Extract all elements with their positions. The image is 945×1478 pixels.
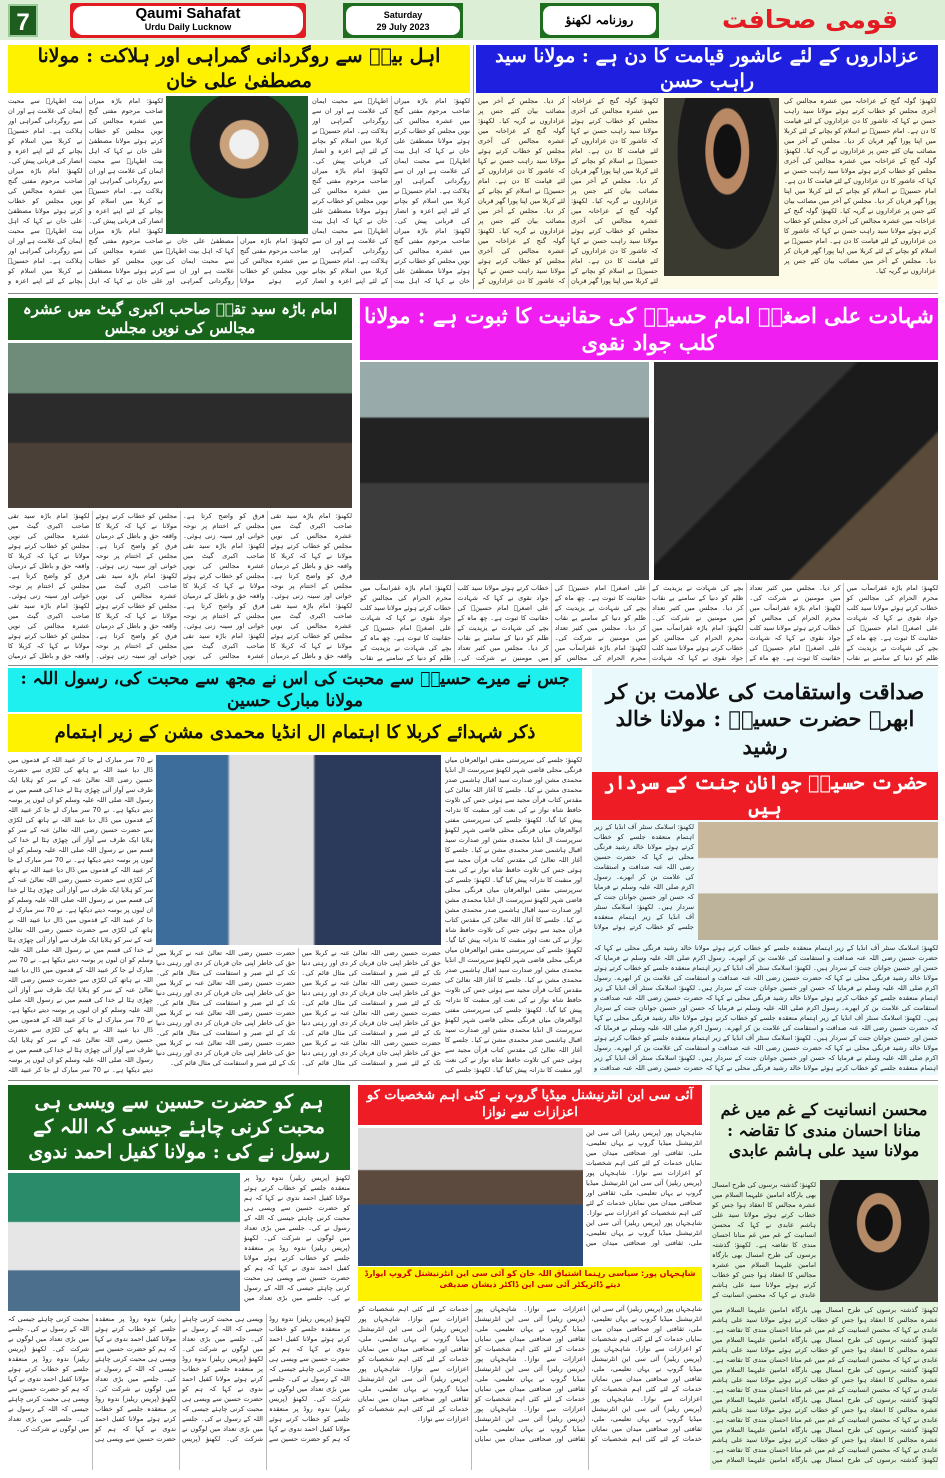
photo-award-ceremony [358,1128,583,1266]
article-7-body-right: لکھنؤ (پریس ریلیز) ندوہ روڈ پر منعقدہ جلسے کو خطاب کرتے ہوئے مولانا کفیل احمد ندوی نے کہا کہ ہم کو حضرت حسین سے ویسی ہی محبت کرنی چاہئے جیسی کہ اللہ کے رسول نے کی۔ جلسے میں بڑی تعداد میں لوگوں نے شرکت کی۔ لکھنؤ (پریس ریلیز) ندوہ روڈ پر منعقدہ جلسے کو خطاب کرتے ہوئے مولانا کفیل احمد ندوی نے کہا کہ ہم کو حضرت حسین سے ویسی ہی محبت کرنی چاہئے جیسی کہ اللہ کے رسول نے کی۔ جلسے میں بڑی تعداد میں [244,1174,350,1302]
divider [8,665,938,666]
roznama-label: روزنامہ لکھنؤ [543,6,656,35]
photo-nadwi-event [8,1173,240,1311]
headline-7: ہم کو حضرت حسین سے ویسی ہی محبت کرنی چاہئے جیسی کہ اللہ کے رسول نے کی : مولانا کفیل احمد ندوی [8,1085,350,1170]
headline-6: صداقت واستقامت کی علامت بن کر ابھرے حضرت حسینؓ : مولانا خالد رشید [605,679,925,759]
page-number: 7 [8,4,38,37]
article-1-body-right: لکھنؤ: امام باڑہ میراں صاحب مرحوم مفتی گنج میں عشرہ مجالس کی نویں مجلس کو خطاب کرتے ہوئے مولانا مصطفیٰ علی خان نے کہا کہ اہل بیت اطہارؑ سے محبت ایمان کی علامت ہے اور ان سے روگردانی گمراہی اور ہلاکت ہے۔ امام حسینؑ نے کربلا میں اسلام کو بچانے کے لئے اپنے اعزہ و انصار کی قربانی پیش کی۔ لکھنؤ: امام باڑہ میراں صاحب مرحوم مفتی گنج میں عشرہ مجالس کی نویں مجلس کو خطاب کرتے ہوئے مولانا مصطفیٰ علی خان نے کہا کہ اہل بیت اطہارؑ سے محبت ایمان کی علامت ہے اور ان سے روگردانی گمراہی اور ہلاکت ہے۔ امام حسینؑ نے کربلا میں اسلام کو بچانے کے لئے اپنے اعزہ و انصار کی قربانی پیش کی۔ لکھنؤ: امام باڑہ میراں صاحب مرحوم مفتی گنج میں عشرہ مجالس کی نویں مجلس کو خطاب کرتے ہوئے مولانا مصطفیٰ علی خان نے کہا کہ اہل بیت اطہارؑ سے محبت ایمان کی علامت ہے اور ان سے روگردانی گمراہی اور ہلاکت ہے۔ امام حسینؑ نے کربلا میں اسلام کو بچانے کے لئے اپنے اعزہ و انصار [312,97,470,285]
photo-mission-event [156,755,441,945]
divider [8,1080,938,1081]
subheadline-6: حضرت حسینؓ جوانان جنت کے سردار ہیں [592,772,938,820]
divider [8,293,938,294]
article-7-body: لکھنؤ (پریس ریلیز) ندوہ روڈ پر منعقدہ جلسے کو خطاب کرتے ہوئے مولانا کفیل احمد ندوی نے کہا کہ ہم کو حضرت حسین سے ویسی ہی محبت کرنی چاہئے جیسی کہ اللہ کے رسول نے کی۔ جلسے میں بڑی تعداد میں لوگوں نے شرکت کی۔ لکھنؤ (پریس ریلیز) ندوہ روڈ پر منعقدہ جلسے کو خطاب کرتے ہوئے مولانا کفیل احمد ندوی نے کہا کہ ہم کو حضرت حسین سے ویسی ہی محبت کرنی چاہئے جیسی کہ اللہ کے رسول نے کی۔ جلسے میں بڑی تعداد میں لوگوں نے شرکت کی۔ لکھنؤ (پریس ریلیز) ندوہ روڈ پر منعقدہ جلسے کو خطاب کرتے ہوئے مولانا کفیل احمد ندوی نے کہا کہ ہم کو حضرت حسین سے ویسی ہی محبت کرنی چاہئے جیسی کہ اللہ کے رسول نے کی۔ جلسے میں بڑی تعداد میں لوگوں نے شرکت کی۔ لکھنؤ (پریس ریلیز) ندوہ روڈ پر منعقدہ جلسے کو خطاب کرتے ہوئے مولانا کفیل احمد ندوی نے کہا کہ ہم کو حضرت حسین سے ویسی ہی محبت کرنی چاہئے جیسی کہ اللہ کے رسول نے کی۔ جلسے میں بڑی تعداد میں لوگوں نے شرکت کی۔ لکھنؤ (پریس ریلیز) ندوہ روڈ پر منعقدہ جلسے کو خطاب کرتے ہوئے مولانا کفیل احمد ندوی نے کہا کہ ہم کو حضرت حسین سے ویسی ہی محبت کرنی چاہئے جیسی کہ اللہ کے رسول نے کی۔ جلسے میں بڑی تعداد میں لوگوں نے شرکت کی۔ لکھنؤ (پریس ریلیز) ندوہ روڈ پر منعقدہ جلسے کو خطاب کرتے ہوئے مولانا کفیل احمد ندوی نے کہا کہ ہم کو حضرت حسین سے ویسی ہی محبت کرنی چاہئے جیسی کہ اللہ کے رسول نے کی۔ جلسے میں بڑی تعداد میں لوگوں نے شرکت کی۔ [8,1315,350,1443]
photo-caption: شاہجہاں پور: سیاسی رہنما اشتیاق اللہ خان کو آئی سی این انٹرنیشنل گروپ ایوارڈ دیتے ڈائریکٹر آئی سی این ڈاکٹر ذیشان صدیقی [358,1267,702,1301]
roznama-box [540,3,659,38]
article-5-body-right: لکھنؤ: جلسے کی سرپرستی مفتی ابوالعرفان میاں فرنگی محلی قاضی شہر لکھنؤ سرپرست ال انڈیا محمدی مشن اور صدارت سید اقبال ہاشمی صدر محمدی مشن نے کیا۔ جلسے کا آغاز اللہ تعالیٰ کی مقدس کتاب قرآن مجید سے ہوئی جس کی تلاوت حافظ شاہ نواز نے کی نعت اور منقبت کا نذرانہ پیش کیا گیا۔ لکھنؤ: جلسے کی سرپرستی مفتی ابوالعرفان میاں فرنگی محلی قاضی شہر لکھنؤ سرپرست ال انڈیا محمدی مشن اور صدارت سید اقبال ہاشمی صدر محمدی مشن نے کیا۔ جلسے کا آغاز اللہ تعالیٰ کی مقدس کتاب قرآن مجید سے ہوئی جس کی تلاوت حافظ شاہ نواز نے کی نعت اور منقبت کا نذرانہ پیش کیا گیا۔ لکھنؤ: جلسے کی سرپرستی مفتی ابوالعرفان میاں فرنگی محلی قاضی شہر لکھنؤ سرپرست ال انڈیا محمدی مشن اور صدارت سید اقبال ہاشمی صدر محمدی مشن نے کیا۔ جلسے کا آغاز اللہ تعالیٰ کی مقدس کتاب قرآن مجید سے ہوئی جس کی تلاوت حافظ شاہ نواز نے کی نعت اور منقبت کا نذرانہ پیش کیا گیا۔ لکھنؤ: جلسے کی سرپرستی مفتی ابوالعرفان میاں فرنگی محلی قاضی شہر لکھنؤ سرپرست ال انڈیا محمدی مشن اور صدارت سید اقبال ہاشمی صدر محمدی مشن نے کیا۔ جلسے کا آغاز اللہ تعالیٰ کی مقدس کتاب قرآن مجید سے ہوئی جس کی تلاوت حافظ شاہ نواز نے کی نعت اور منقبت کا نذرانہ پیش کیا گیا۔ لکھنؤ: جلسے کی سرپرستی مفتی ابوالعرفان میاں فرنگی محلی قاضی شہر لکھنؤ سرپرست ال انڈیا محمدی مشن اور صدارت سید اقبال ہاشمی صدر محمدی مشن نے کیا۔ جلسے کا آغاز اللہ تعالیٰ کی مقدس کتاب قرآن مجید سے ہوئی جس کی تلاوت حافظ شاہ نواز نے کی نعت اور منقبت کا نذرانہ پیش کیا گیا۔ لکھنؤ: جلسے کی [445,756,582,1074]
headline-3: امام باڑہ سید تقیؒ صاحب اکبری گیٹ میں عشرہ مجالس کی نویں مجلس [8,298,352,340]
article-6-body: لکھنؤ: اسلامک سنٹر آف انڈیا کے زیر اہتمام منعقدہ جلسے کو خطاب کرتے ہوئے مولانا خالد رشید فرنگی محلی نے کہا کہ حضرت حسین رضی اللہ عنہ صداقت و استقامت کی علامت بن کر ابھرے۔ رسول اکرم صلی اللہ علیہ وسلم نے فرمایا کہ حسن اور حسین جوانان جنت کے سردار ہیں۔ لکھنؤ: اسلامک سنٹر آف انڈیا کے زیر اہتمام منعقدہ جلسے کو خطاب کرتے ہوئے مولانا خالد رشید فرنگی محلی نے کہا کہ حضرت حسین رضی اللہ عنہ صداقت و استقامت کی علامت بن کر ابھرے۔ رسول اکرم صلی اللہ علیہ وسلم نے فرمایا کہ حسن اور حسین جوانان جنت کے سردار ہیں۔ لکھنؤ: اسلامک سنٹر آف انڈیا کے زیر اہتمام منعقدہ جلسے کو خطاب کرتے ہوئے مولانا خالد رشید فرنگی محلی نے کہا کہ حضرت حسین رضی اللہ عنہ صداقت و استقامت کی علامت بن کر ابھرے۔ رسول اکرم صلی اللہ علیہ وسلم نے فرمایا کہ حسن اور حسین جوانان جنت کے سردار ہیں۔ لکھنؤ: اسلامک سنٹر آف انڈیا کے زیر اہتمام منعقدہ جلسے کو خطاب کرتے ہوئے مولانا خالد رشید فرنگی محلی نے کہا کہ حضرت حسین رضی اللہ عنہ صداقت و استقامت کی علامت بن کر ابھرے۔ رسول اکرم صلی اللہ علیہ وسلم نے فرمایا کہ حسن اور حسین جوانان جنت کے سردار ہیں۔ لکھنؤ: اسلامک سنٹر آف انڈیا کے زیر اہتمام منعقدہ جلسے کو خطاب کرتے ہوئے مولانا خالد رشید فرنگی محلی نے کہا کہ حضرت حسین رضی اللہ عنہ صداقت و استقامت کی علامت بن کر ابھرے۔ رسول اکرم صلی اللہ علیہ وسلم نے فرمایا کہ حسن اور حسین جوانان جنت کے سردار ہیں۔ لکھنؤ: اسلامک سنٹر آف انڈیا کے زیر اہتمام منعقدہ جلسے کو خطاب کرتے ہوئے مولانا خالد رشید فرنگی محلی نے کہا کہ حضرت حسین رضی اللہ عنہ صداقت و [594,944,938,1072]
photo-majlis-crowd [8,343,352,508]
day: Saturday [383,10,423,20]
article-8-body-right: شاہجہاں پور (پریس ریلیز) آئی سی این انٹرنیشنل میڈیا گروپ نے یہاں تعلیمی، ملی، ثقافتی اور صحافتی میدان میں نمایاں خدمات کے لئے کئی اہم شخصیات کو اعزازات سے نوازا۔ شاہجہاں پور (پریس ریلیز) آئی سی این انٹرنیشنل میڈیا گروپ نے یہاں تعلیمی، ملی، ثقافتی اور صحافتی میدان میں نمایاں خدمات کے لئے کئی اہم شخصیات کو اعزازات سے نوازا۔ شاہجہاں پور (پریس ریلیز) آئی سی این انٹرنیشنل میڈیا گروپ نے یہاں تعلیمی، ملی، ثقافتی اور صحافتی میدان میں [586,1129,702,1247]
headline-9: محسن انسانیت کے غم میں غم منانا احسان مندی کا تقاضہ : مولانا سید علی ہاشم عابدی [720,1099,928,1161]
subheadline-5: ذکر شہدائے کربلا کا اہتمام ال انڈیا محمدی مشن کے زیر اہتمام [8,714,582,752]
article-2-body-right: لکھنؤ: گولہ گنج کے عزاخانہ میں عشرہ مجالس کی آخری مجلس کو خطاب کرتے ہوئے مولانا سید راہب حسن نے کہا کہ عاشور کا دن عزاداروں کے لئے قیامت کا دن ہے۔ امام حسینؑ نے اسلام کو بچانے کے لئے کربلا میں اپنا پورا گھر قربان کر دیا۔ مجلس کے آخر میں مصائب بیان کئے جس پر عزاداروں نے گریہ کیا۔ لکھنؤ: گولہ گنج کے عزاخانہ میں عشرہ مجالس کی آخری مجلس کو خطاب کرتے ہوئے مولانا سید راہب حسن نے کہا کہ عاشور کا دن عزاداروں کے لئے قیامت کا دن ہے۔ امام حسینؑ نے اسلام کو بچانے کے لئے کربلا میں اپنا پورا گھر قربان کر دیا۔ مجلس کے آخر میں مصائب بیان کئے جس پر عزاداروں نے گریہ کیا۔ لکھنؤ: گولہ گنج کے عزاخانہ میں عشرہ مجالس کی آخری مجلس کو خطاب کرتے ہوئے مولانا سید راہب حسن نے کہا کہ عاشور کا دن عزاداروں کے لئے قیامت کا دن ہے۔ امام حسینؑ نے اسلام کو بچانے کے لئے کربلا میں اپنا پورا گھر قربان کر دیا۔ مجلس کے آخر میں مصائب بیان کئے جس پر عزاداروں نے گریہ کیا۔ [784,97,936,275]
photo-maulana-abidi [820,1180,938,1302]
divider [473,45,474,289]
headline-2: عزاداروں کے لئے عاشور قیامت کا دن ہے : مولانا سید راہب حسن [476,45,938,93]
article-1-body-left: لکھنؤ: امام باڑہ میراں صاحب مرحوم مفتی گنج میں عشرہ مجالس کی نویں مجلس کو خطاب کرتے ہوئے مولانا مصطفیٰ علی خان نے کہا کہ اہل بیت اطہارؑ سے محبت ایمان کی علامت ہے اور ان سے روگردانی گمراہی اور ہلاکت ہے۔ امام حسینؑ نے کربلا میں اسلام کو بچانے کے لئے اپنے اعزہ و انصار کی قربانی پیش کی۔ لکھنؤ: امام باڑہ میراں صاحب مرحوم مفتی گنج میں عشرہ مجالس کی نویں مجلس کو خطاب کرتے ہوئے مولانا مصطفیٰ علی خان نے کہا کہ اہل بیت اطہارؑ سے محبت ایمان کی علامت ہے اور ان سے روگردانی گمراہی اور ہلاکت ہے۔ امام حسینؑ نے کربلا میں اسلام کو بچانے کے لئے اپنے اعزہ و انصار کی قربانی پیش کی۔ لکھنؤ: امام باڑہ میراں صاحب مرحوم مفتی گنج میں عشرہ مجالس کی نویں مجلس کو خطاب کرتے ہوئے مولانا مصطفیٰ علی خان نے کہا کہ اہل بیت اطہارؑ سے محبت ایمان کی علامت ہے اور ان سے روگردانی گمراہی اور ہلاکت ہے۔ امام حسینؑ نے کربلا میں اسلام کو بچانے کے لئے اپنے اعزہ و [8,97,163,285]
photo-speaker-1 [166,96,308,234]
photo-islamic-centre [698,822,938,940]
article-5-body-bottom: حضرت حسین رضی اللہ تعالیٰ عنہ نے کربلا میں حق کی خاطر اپنی جان قربان کر دی اور رہتی دنیا تک کے لئے صبر و استقامت کی مثال قائم کی۔ حضرت حسین رضی اللہ تعالیٰ عنہ نے کربلا میں حق کی خاطر اپنی جان قربان کر دی اور رہتی دنیا تک کے لئے صبر و استقامت کی مثال قائم کی۔ حضرت حسین رضی اللہ تعالیٰ عنہ نے کربلا میں حق کی خاطر اپنی جان قربان کر دی اور رہتی دنیا تک کے لئے صبر و استقامت کی مثال قائم کی۔ حضرت حسین رضی اللہ تعالیٰ عنہ نے کربلا میں حق کی خاطر اپنی جان قربان کر دی اور رہتی دنیا تک کے لئے صبر و استقامت کی مثال قائم کی۔ حضرت حسین رضی اللہ تعالیٰ عنہ نے کربلا میں حق کی خاطر اپنی جان قربان کر دی اور رہتی دنیا تک کے لئے صبر و استقامت کی مثال قائم کی۔ حضرت حسین رضی اللہ تعالیٰ عنہ نے کربلا میں حق کی خاطر اپنی جان قربان کر دی اور رہتی دنیا تک کے لئے صبر و استقامت کی مثال قائم کی۔ حضرت حسین رضی اللہ تعالیٰ عنہ نے کربلا میں حق کی خاطر اپنی جان قربان کر دی اور رہتی دنیا تک کے لئے صبر و استقامت کی مثال قائم کی۔ حضرت حسین رضی اللہ تعالیٰ عنہ نے کربلا میں حق کی خاطر اپنی جان قربان کر دی اور رہتی دنیا تک کے لئے صبر و استقامت کی مثال قائم کی۔ [156,949,441,1067]
date: 29 July 2023 [376,22,430,32]
photo-maulana-kalbe-jawad [654,362,938,580]
article-8-body: شاہجہاں پور (پریس ریلیز) آئی سی این انٹرنیشنل میڈیا گروپ نے یہاں تعلیمی، ملی، ثقافتی اور صحافتی میدان میں نمایاں خدمات کے لئے کئی اہم شخصیات کو اعزازات سے نوازا۔ شاہجہاں پور (پریس ریلیز) آئی سی این انٹرنیشنل میڈیا گروپ نے یہاں تعلیمی، ملی، ثقافتی اور صحافتی میدان میں نمایاں خدمات کے لئے کئی اہم شخصیات کو اعزازات سے نوازا۔ شاہجہاں پور (پریس ریلیز) آئی سی این انٹرنیشنل میڈیا گروپ نے یہاں تعلیمی، ملی، ثقافتی اور صحافتی میدان میں نمایاں خدمات کے لئے کئی اہم شخصیات کو اعزازات سے نوازا۔ شاہجہاں پور (پریس ریلیز) آئی سی این انٹرنیشنل میڈیا گروپ نے یہاں تعلیمی، ملی، ثقافتی اور صحافتی میدان میں نمایاں خدمات کے لئے کئی اہم شخصیات کو اعزازات سے نوازا۔ شاہجہاں پور (پریس ریلیز) آئی سی این انٹرنیشنل میڈیا گروپ نے یہاں تعلیمی، ملی، ثقافتی اور صحافتی میدان میں نمایاں خدمات کے لئے کئی اہم شخصیات کو اعزازات سے نوازا۔ شاہجہاں پور (پریس ریلیز) آئی سی این انٹرنیشنل میڈیا گروپ نے یہاں تعلیمی، ملی، ثقافتی اور صحافتی میدان میں نمایاں خدمات کے لئے کئی اہم شخصیات کو اعزازات سے نوازا۔ شاہجہاں پور (پریس ریلیز) آئی سی این انٹرنیشنل میڈیا گروپ نے یہاں تعلیمی، ملی، ثقافتی اور صحافتی میدان میں نمایاں خدمات کے لئے کئی اہم شخصیات کو اعزازات سے نوازا۔ شاہجہاں پور (پریس ریلیز) آئی سی این انٹرنیشنل میڈیا گروپ نے یہاں تعلیمی، ملی، ثقافتی اور صحافتی میدان میں نمایاں خدمات کے لئے کئی اہم شخصیات کو اعزازات سے نوازا۔ [358,1305,702,1443]
photo-speaker-2 [664,98,779,276]
date-box [343,3,463,38]
urdu-logo: قومی صحافت [722,5,898,34]
article-9-body-top: لکھنؤ: گذشتہ برسوں کی طرح امسال بھی بارگاہ امامین علیہما السلام میں عشرہ مجالس کا انعقاد ہوا جس کو خطاب کرتے ہوئے مولانا سید علی ہاشم عابدی نے کہا کہ محسن انسانیت کے غم میں غم منانا احسان مندی کا تقاضہ ہے۔ لکھنؤ: گذشتہ برسوں کی طرح امسال بھی بارگاہ امامین علیہما السلام میں عشرہ مجالس کا انعقاد ہوا جس کو خطاب کرتے ہوئے مولانا سید علی ہاشم عابدی نے کہا کہ محسن انسانیت کے [712,1181,816,1299]
article-6-body-top: لکھنؤ: اسلامک سنٹر آف انڈیا کے زیر اہتمام منعقدہ جلسے کو خطاب کرتے ہوئے مولانا خالد رشید فرنگی محلی نے کہا کہ حضرت حسین رضی اللہ عنہ صداقت و استقامت کی علامت بن کر ابھرے۔ رسول اکرم صلی اللہ علیہ وسلم نے فرمایا کہ حسن اور حسین جوانان جنت کے سردار ہیں۔ لکھنؤ: اسلامک سنٹر آف انڈیا کے زیر اہتمام منعقدہ جلسے کو خطاب کرتے ہوئے مولانا [594,823,694,931]
article-1-body-under: لکھنؤ: امام باڑہ میراں صاحب مرحوم مفتی گنج میں عشرہ مجالس کی نویں مجلس کو خطاب کرتے ہوئے مولانا مصطفیٰ علی خان نے کہا کہ اہل بیت اطہارؑ سے محبت ایمان کی علامت ہے اور ان سے روگردانی گمراہی اور [166,237,308,285]
article-5-body-left: نے 70 سر مبارک لے جا کر عبید اللہ کے قدموں میں ڈال دیا عبید اللہ نے ہاتھ کی لکڑی سے حضرت حسین رضی اللہ تعالیٰ عنہ کے سر کو ہلایا ایک طرف سے آواز آئی چھڑی ہٹا لے خدا کی قسم میں نے رسول اللہ صلی اللہ علیہ وسلم کو ان لبوں پر بوسہ دیتے دیکھا ہے۔ نے 70 سر مبارک لے جا کر عبید اللہ کے قدموں میں ڈال دیا عبید اللہ نے ہاتھ کی لکڑی سے حضرت حسین رضی اللہ تعالیٰ عنہ کے سر کو ہلایا ایک طرف سے آواز آئی چھڑی ہٹا لے خدا کی قسم میں نے رسول اللہ صلی اللہ علیہ وسلم کو ان لبوں پر بوسہ دیتے دیکھا ہے۔ نے 70 سر مبارک لے جا کر عبید اللہ کے قدموں میں ڈال دیا عبید اللہ نے ہاتھ کی لکڑی سے حضرت حسین رضی اللہ تعالیٰ عنہ کے سر کو ہلایا ایک طرف سے آواز آئی چھڑی ہٹا لے خدا کی قسم میں نے رسول اللہ صلی اللہ علیہ وسلم کو ان لبوں پر بوسہ دیتے دیکھا ہے۔ نے 70 سر مبارک لے جا کر عبید اللہ کے قدموں میں ڈال دیا عبید اللہ نے ہاتھ کی لکڑی سے حضرت حسین رضی اللہ تعالیٰ عنہ کے سر کو ہلایا ایک طرف سے آواز آئی چھڑی ہٹا لے خدا کی قسم میں نے رسول اللہ صلی اللہ علیہ وسلم کو ان لبوں پر بوسہ دیتے دیکھا ہے۔ نے 70 سر مبارک لے جا کر عبید اللہ کے قدموں میں ڈال دیا عبید اللہ نے ہاتھ کی لکڑی سے حضرت حسین رضی اللہ تعالیٰ عنہ کے سر کو ہلایا ایک طرف سے آواز آئی چھڑی ہٹا لے خدا کی قسم میں نے رسول اللہ صلی اللہ علیہ وسلم کو ان لبوں پر بوسہ دیتے دیکھا ہے۔ نے 70 سر مبارک لے جا کر عبید اللہ کے قدموں میں ڈال دیا عبید اللہ نے ہاتھ کی لکڑی سے حضرت حسین رضی اللہ تعالیٰ عنہ کے سر کو ہلایا ایک طرف سے آواز آئی چھڑی ہٹا لے خدا کی قسم میں نے رسول اللہ صلی اللہ علیہ وسلم کو ان لبوں پر بوسہ دیتے دیکھا ہے۔ نے 70 سر مبارک لے جا کر عبید اللہ [8,756,153,1074]
article-3-body: لکھنؤ: امام باڑہ سید تقی صاحب اکبری گیٹ میں عشرہ مجالس کی نویں مجلس کو خطاب کرتے ہوئے مولانا نے کہا کہ کربلا کا واقعہ حق و باطل کے درمیان فرق کو واضح کرتا ہے۔ مجلس کے اختتام پر نوحہ خوانی اور سینہ زنی ہوئی۔ لکھنؤ: امام باڑہ سید تقی صاحب اکبری گیٹ میں عشرہ مجالس کی نویں مجلس کو خطاب کرتے ہوئے مولانا نے کہا کہ کربلا کا واقعہ حق و باطل کے درمیان فرق کو واضح کرتا ہے۔ مجلس کے اختتام پر نوحہ خوانی اور سینہ زنی ہوئی۔ لکھنؤ: امام باڑہ سید تقی صاحب اکبری گیٹ میں عشرہ مجالس کی نویں مجلس کو خطاب کرتے ہوئے مولانا نے کہا کہ کربلا کا واقعہ حق و باطل کے درمیان فرق کو واضح کرتا ہے۔ مجلس کے اختتام پر نوحہ خوانی اور سینہ زنی ہوئی۔ لکھنؤ: امام باڑہ سید تقی صاحب اکبری گیٹ میں عشرہ مجالس کی نویں مجلس کو خطاب کرتے ہوئے مولانا نے کہا کہ کربلا کا واقعہ حق و باطل کے درمیان فرق کو واضح کرتا ہے۔ مجلس کے اختتام پر نوحہ خوانی اور سینہ زنی ہوئی۔ لکھنؤ: امام باڑہ سید تقی صاحب اکبری گیٹ میں عشرہ مجالس کی نویں مجلس کو خطاب کرتے ہوئے مولانا نے کہا کہ کربلا کا واقعہ حق و باطل کے درمیان فرق کو واضح کرتا ہے۔ مجلس کے اختتام پر نوحہ خوانی اور سینہ زنی ہوئی۔ لکھنؤ: امام باڑہ سید تقی صاحب اکبری گیٹ میں عشرہ مجالس کی نویں مجلس کو خطاب کرتے ہوئے مولانا نے کہا کہ کربلا کا واقعہ حق و باطل کے درمیان فرق کو واضح کرتا ہے۔ مجلس کے اختتام پر نوحہ خوانی اور سینہ زنی ہوئی۔ لکھنؤ: امام باڑہ سید تقی صاحب اکبری گیٹ میں عشرہ مجالس کی نویں مجلس کو خطاب کرتے ہوئے مولانا نے کہا کہ کربلا کا واقعہ حق و باطل کے درمیان [8,512,352,660]
headline-1: اہل بیتؑ سے روگردانی گمراہی اور ہلاکت : مولانا مصطفیٰ علی خان [8,45,470,93]
headline-5: جس نے میرے حسینؓ سے محبت کی اس نے مجھ سے محبت کی، رسول اللہ : مولانا مبارک حسین [8,668,582,712]
masthead-box [70,3,306,38]
headline-4: شہادت علی اصغرؑ امام حسینؑ کی حقانیت کا ثبوت ہے : مولانا کلب جواد نقوی [360,298,938,360]
headline-8: آئی سی این انٹرنیشنل میڈیا گروپ نے کئی اہم شخصیات کو اعزازات سے نوازا [358,1085,702,1125]
masthead-title: Qaumi Sahafat [135,5,241,22]
article-9-body: لکھنؤ: گذشتہ برسوں کی طرح امسال بھی بارگاہ امامین علیہما السلام میں عشرہ مجالس کا انعقاد ہوا جس کو خطاب کرتے ہوئے مولانا سید علی ہاشم عابدی نے کہا کہ محسن انسانیت کے غم میں غم منانا احسان مندی کا تقاضہ ہے۔ لکھنؤ: گذشتہ برسوں کی طرح امسال بھی بارگاہ امامین علیہما السلام میں عشرہ مجالس کا انعقاد ہوا جس کو خطاب کرتے ہوئے مولانا سید علی ہاشم عابدی نے کہا کہ محسن انسانیت کے غم میں غم منانا احسان مندی کا تقاضہ ہے۔ لکھنؤ: گذشتہ برسوں کی طرح امسال بھی بارگاہ امامین علیہما السلام میں عشرہ مجالس کا انعقاد ہوا جس کو خطاب کرتے ہوئے مولانا سید علی ہاشم عابدی نے کہا کہ محسن انسانیت کے غم میں غم منانا احسان مندی کا تقاضہ ہے۔ لکھنؤ: گذشتہ برسوں کی طرح امسال بھی بارگاہ امامین علیہما السلام میں عشرہ مجالس کا انعقاد ہوا جس کو خطاب کرتے ہوئے مولانا سید علی ہاشم عابدی نے کہا کہ محسن انسانیت کے غم میں غم منانا احسان مندی کا تقاضہ ہے۔ لکھنؤ: گذشتہ برسوں کی طرح امسال بھی بارگاہ امامین علیہما السلام میں عشرہ مجالس کا انعقاد ہوا جس کو خطاب کرتے ہوئے مولانا سید علی ہاشم عابدی نے کہا کہ محسن انسانیت کے غم میں غم منانا احسان مندی کا تقاضہ ہے۔ لکھنؤ: گذشتہ برسوں کی طرح امسال بھی بارگاہ امامین علیہما السلام میں [712,1306,938,1464]
masthead-subtitle: Urdu Daily Lucknow [144,22,232,32]
article-2-body-left: لکھنؤ: گولہ گنج کے عزاخانہ میں عشرہ مجالس کی آخری مجلس کو خطاب کرتے ہوئے مولانا سید راہب حسن نے کہا کہ عاشور کا دن عزاداروں کے لئے قیامت کا دن ہے۔ امام حسینؑ نے اسلام کو بچانے کے لئے کربلا میں اپنا پورا گھر قربان کر دیا۔ مجلس کے آخر میں مصائب بیان کئے جس پر عزاداروں نے گریہ کیا۔ لکھنؤ: گولہ گنج کے عزاخانہ میں عشرہ مجالس کی آخری مجلس کو خطاب کرتے ہوئے مولانا سید راہب حسن نے کہا کہ عاشور کا دن عزاداروں کے لئے قیامت کا دن ہے۔ امام حسینؑ نے اسلام کو بچانے کے لئے کربلا میں اپنا پورا گھر قربان کر دیا۔ مجلس کے آخر میں مصائب بیان کئے جس پر عزاداروں نے گریہ کیا۔ لکھنؤ: گولہ گنج کے عزاخانہ میں عشرہ مجالس کی آخری مجلس کو خطاب کرتے ہوئے مولانا سید راہب حسن نے کہا کہ عاشور کا دن عزاداروں کے لئے قیامت کا دن ہے۔ امام حسینؑ نے اسلام کو بچانے کے لئے کربلا میں اپنا پورا گھر قربان کر دیا۔ مجلس کے آخر میں مصائب بیان کئے جس پر عزاداروں نے گریہ کیا۔ لکھنؤ: گولہ گنج کے عزاخانہ میں عشرہ مجالس کی آخری مجلس کو خطاب کرتے ہوئے مولانا سید راہب حسن نے کہا کہ عاشور کا دن عزاداروں کے [478,97,658,285]
photo-imambara-gathering [360,362,649,580]
article-4-body: لکھنؤ: امام باڑہ غفرانمآب میں محرم الحرام کی مجالس کو خطاب کرتے ہوئے مولانا سید کلب جواد نقوی نے کہا کہ شہادت علی اصغرؑ امام حسینؑ کی حقانیت کا ثبوت ہے۔ چھ ماہ کے بچے کی شہادت نے یزیدیت کے ظلم کو دنیا کے سامنے بے نقاب کر دیا۔ مجلس میں کثیر تعداد میں مومنین نے شرکت کی۔ لکھنؤ: امام باڑہ غفرانمآب میں محرم الحرام کی مجالس کو خطاب کرتے ہوئے مولانا سید کلب جواد نقوی نے کہا کہ شہادت علی اصغرؑ امام حسینؑ کی حقانیت کا ثبوت ہے۔ چھ ماہ کے بچے کی شہادت نے یزیدیت کے ظلم کو دنیا کے سامنے بے نقاب کر دیا۔ مجلس میں کثیر تعداد میں مومنین نے شرکت کی۔ لکھنؤ: امام باڑہ غفرانمآب میں محرم الحرام کی مجالس کو خطاب کرتے ہوئے مولانا سید کلب جواد نقوی نے کہا کہ شہادت علی اصغرؑ امام حسینؑ کی حقانیت کا ثبوت ہے۔ چھ ماہ کے بچے کی شہادت نے یزیدیت کے ظلم کو دنیا کے سامنے بے نقاب کر دیا۔ مجلس میں کثیر تعداد میں مومنین نے شرکت کی۔ لکھنؤ: امام باڑہ غفرانمآب میں محرم الحرام کی مجالس کو خطاب کرتے ہوئے مولانا سید کلب جواد نقوی نے کہا کہ شہادت علی اصغرؑ امام حسینؑ کی حقانیت کا ثبوت ہے۔ چھ ماہ کے بچے کی شہادت نے یزیدیت کے ظلم کو دنیا کے سامنے بے نقاب کر دیا۔ مجلس میں کثیر تعداد میں مومنین نے شرکت کی۔ لکھنؤ: امام باڑہ غفرانمآب میں محرم الحرام کی مجالس کو خطاب کرتے ہوئے مولانا سید کلب جواد نقوی نے کہا کہ شہادت علی اصغرؑ امام حسینؑ کی حقانیت کا ثبوت ہے۔ چھ ماہ کے بچے کی شہادت نے یزیدیت کے ظلم کو دنیا کے سامنے بے نقاب [360,584,938,662]
